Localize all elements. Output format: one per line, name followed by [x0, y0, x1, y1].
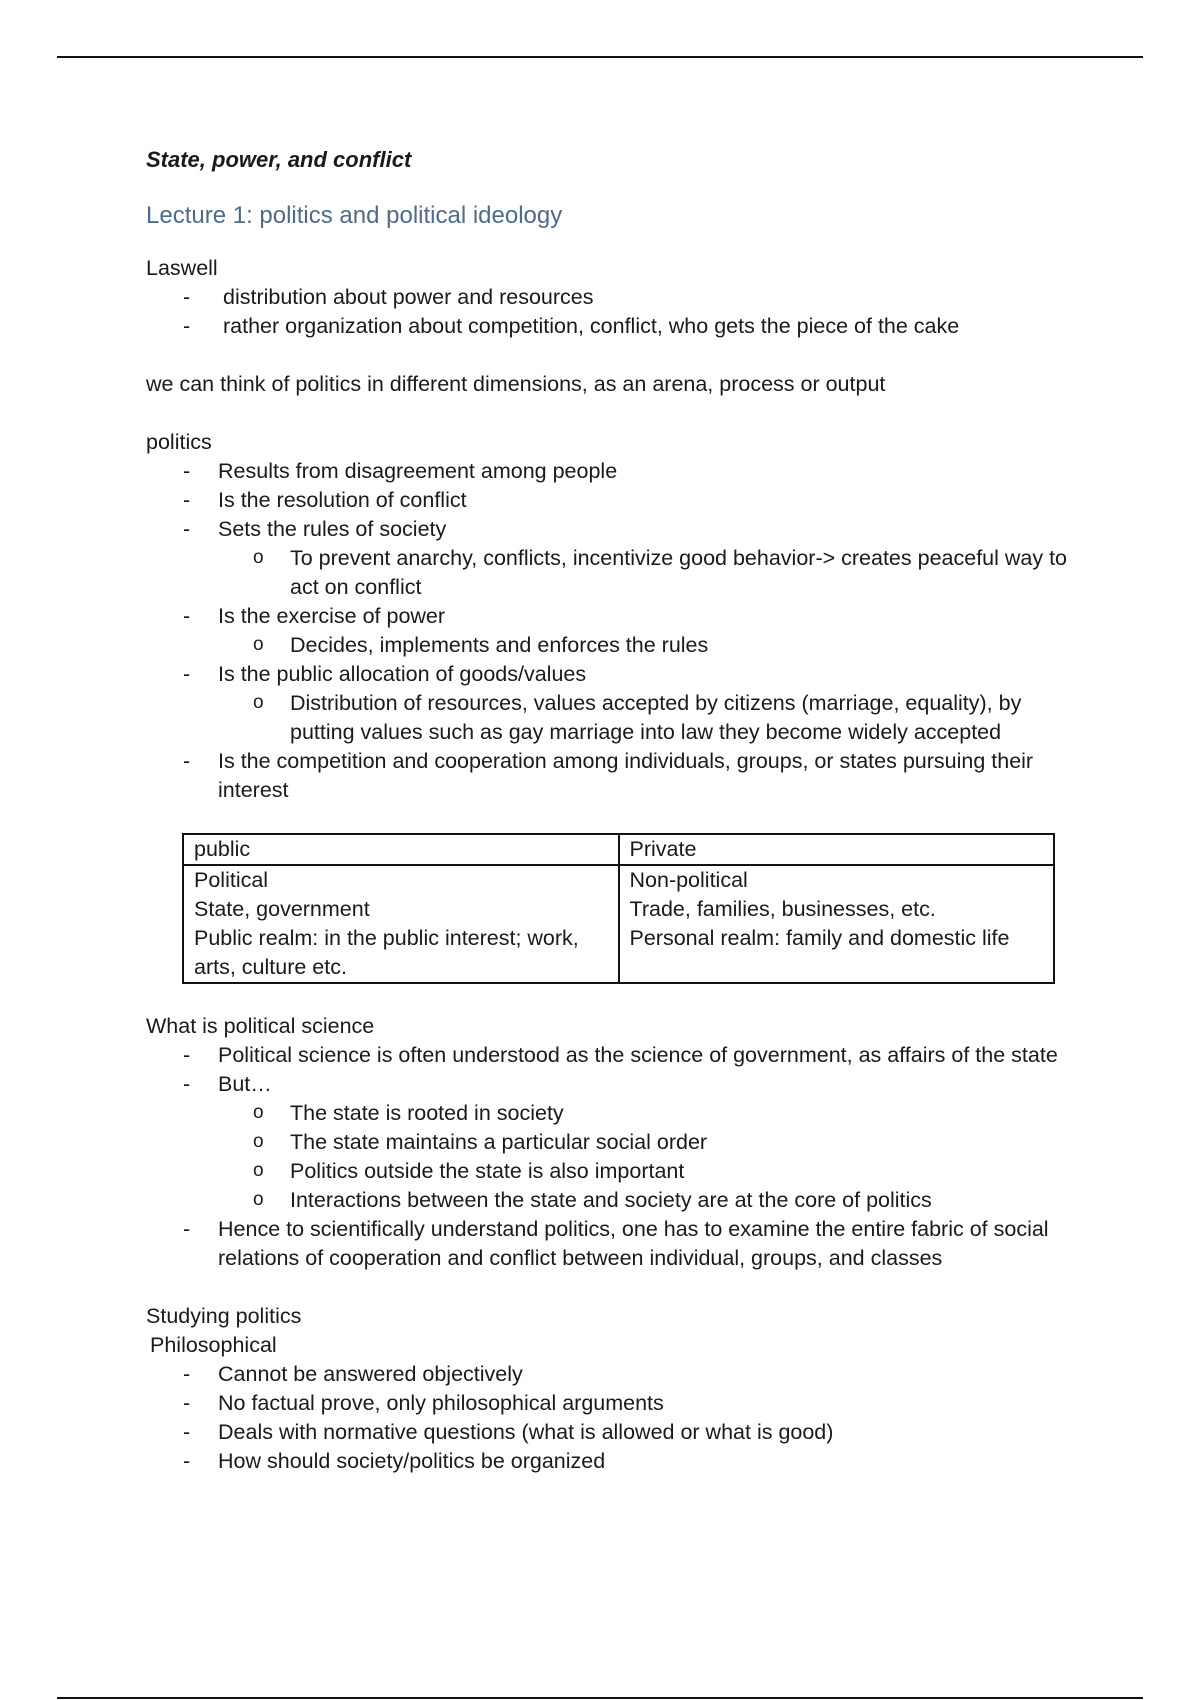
- list-item: - Cannot be answered objectively: [146, 1360, 1076, 1389]
- list-item-text: Is the public allocation of goods/values: [218, 662, 587, 686]
- bottom-rule: [57, 1697, 1143, 1699]
- list-item-text: Is the exercise of power: [218, 604, 446, 628]
- table-header-row: [183, 834, 1054, 865]
- list-item: [146, 515, 1076, 602]
- sub-list: [218, 631, 1076, 660]
- table-row: [183, 865, 1054, 983]
- sub-list-item: o To prevent anarchy, conflicts, incentivize good behavior-> creates peaceful way to act on conflict: [218, 544, 1076, 602]
- sub-list: [218, 689, 1076, 747]
- cell-line: Non-political: [629, 868, 748, 892]
- cell-line: Political: [194, 868, 269, 892]
- sub-list-item: o Interactions between the state and society are at the core of politics: [218, 1186, 1076, 1215]
- list-item: - How should society/politics be organized: [146, 1447, 1076, 1476]
- sub-list: [218, 544, 1076, 602]
- document-body: [146, 140, 1076, 1476]
- sub-list: [218, 1099, 1076, 1215]
- list-item: [146, 602, 1076, 660]
- list-item: - Results from disagreement among people: [146, 457, 1076, 486]
- philosophical-label: Philosophical: [150, 1333, 277, 1357]
- sub-list-item: o The state maintains a particular social order: [218, 1128, 1076, 1157]
- table-cell-private: [619, 865, 1055, 983]
- public-private-table: [182, 833, 1055, 984]
- table-cell-public: [183, 865, 619, 983]
- cell-line: Public realm: in the public interest; work, arts, culture etc.: [194, 926, 579, 979]
- cell-line: State, government: [194, 897, 370, 921]
- politics-label: politics: [146, 430, 212, 454]
- list-item: - Is the resolution of conflict: [146, 486, 1076, 515]
- list-item: [146, 1070, 1076, 1215]
- cell-line: Personal realm: family and domestic life: [629, 926, 1010, 950]
- list-item: - Deals with normative questions (what is allowed or what is good): [146, 1418, 1076, 1447]
- studying-label: Studying politics: [146, 1304, 302, 1328]
- table-header-cell: public: [183, 834, 619, 865]
- list-item: [146, 660, 1076, 747]
- list-item-text: Sets the rules of society: [218, 517, 447, 541]
- top-rule: [57, 56, 1143, 58]
- list-item: - rather organization about competition, conflict, who gets the piece of the cake: [146, 312, 1076, 341]
- sub-list-item: o Decides, implements and enforces the rules: [218, 631, 1076, 660]
- cell-line: Trade, families, businesses, etc.: [629, 897, 936, 921]
- political-science-list: [146, 1041, 1076, 1273]
- lecture-heading: Lecture 1: politics and political ideology: [146, 202, 563, 229]
- list-item: - No factual prove, only philosophical arguments: [146, 1389, 1076, 1418]
- list-item-text: But…: [218, 1072, 272, 1096]
- political-science-label: What is political science: [146, 1014, 375, 1038]
- sub-list-item: o Distribution of resources, values accepted by citizens (marriage, equality), by putting values such as gay marriage into law they become widely accepted: [218, 689, 1076, 747]
- list-item: - Hence to scientifically understand politics, one has to examine the entire fabric of social relations of cooperation and conflict between individual, groups, and classes: [146, 1215, 1076, 1273]
- list-item: - distribution about power and resources: [146, 283, 1076, 312]
- politics-list: [146, 457, 1076, 805]
- laswell-list: [146, 283, 1076, 341]
- document-title: State, power, and conflict: [146, 147, 412, 172]
- laswell-label: Laswell: [146, 256, 218, 280]
- sub-list-item: o The state is rooted in society: [218, 1099, 1076, 1128]
- dimensions-paragraph: we can think of politics in different dimensions, as an arena, process or output: [146, 372, 886, 396]
- sub-list-item: o Politics outside the state is also important: [218, 1157, 1076, 1186]
- studying-list: [146, 1360, 1076, 1476]
- table-header-cell: Private: [619, 834, 1055, 865]
- list-item: - Political science is often understood as the science of government, as affairs of the state: [146, 1041, 1076, 1070]
- list-item: - Is the competition and cooperation among individuals, groups, or states pursuing their interest: [146, 747, 1076, 805]
